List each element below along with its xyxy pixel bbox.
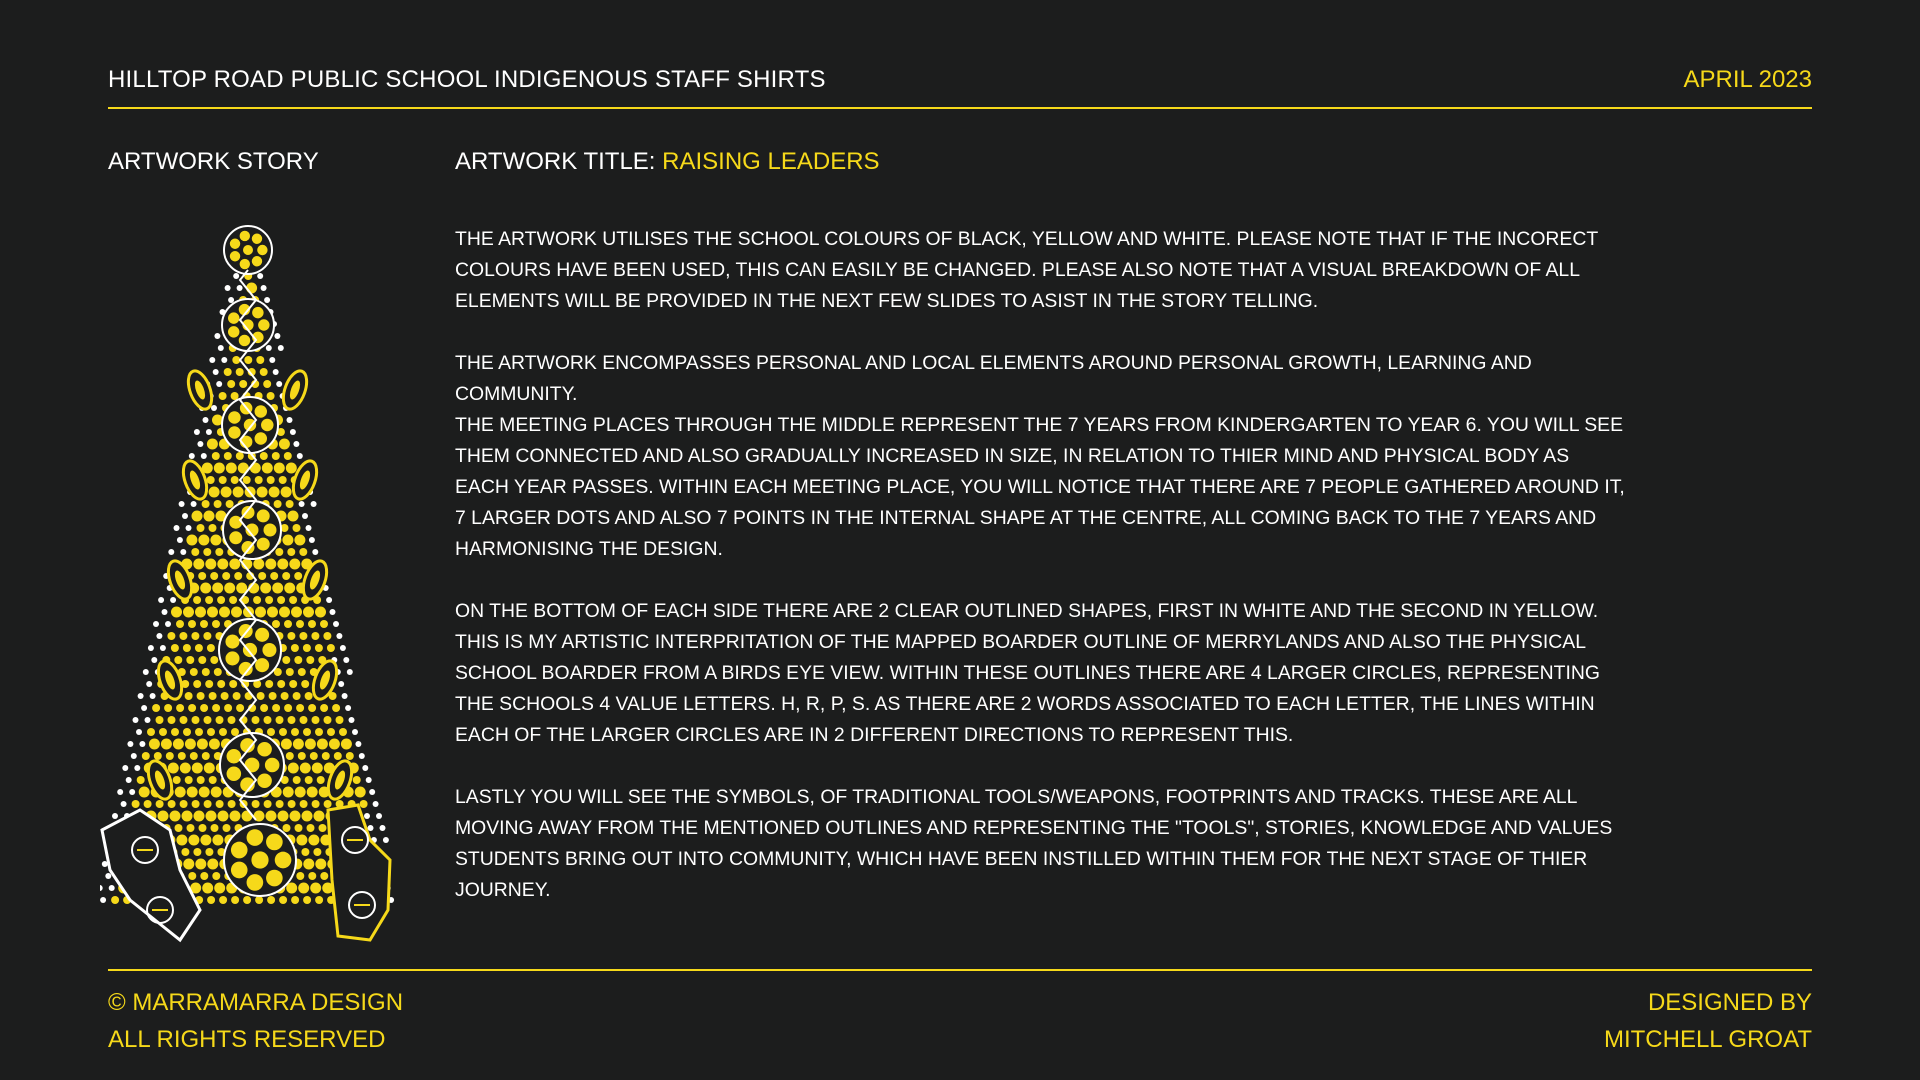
document-date: APRIL 2023 (1683, 66, 1812, 93)
designed-by-label: DESIGNED BY (1647, 989, 1812, 1016)
story-paragraph-4: ON THE BOTTOM OF EACH SIDE THERE ARE 2 CLEAR OUTLINED SHAPES, FIRST IN WHITE AND THE SECOND IN YELLOW. THIS IS MY ARTISTIC INTERPRITATION OF THE MAPPED BOARDER OUTLINE OF MERRYLANDS AND ALSO THE PHYSICAL SCHOOL BOARDER FROM A BIRDS EYE VIEW. WITHIN THESE OUTLINES THERE ARE 4 LARGER CIRCLES, REPRESENTING THE SCHOOLS 4 VALUE LETTERS. H, R, P, S. AS THERE ARE 2 WORDS ASSOCIATED TO EACH LETTER, THE LINES WITHIN EACH OF THE LARGER CIRCLES ARE IN 2 DIFFERENT DIRECTIONS TO REPRESENT THIS. (455, 600, 1601, 746)
footer-divider (108, 969, 1812, 971)
artwork-illustration (100, 220, 410, 950)
copyright-text: © MARRAMARRA DESIGN (108, 989, 404, 1016)
story-paragraph-5: LASTLY YOU WILL SEE THE SYMBOLS, OF TRADITIONAL TOOLS/WEAPONS, FOOTPRINTS AND TRACKS. THESE ARE ALL MOVING AWAY FROM THE MENTIONED OUTLINES AND REPRESENTING THE "TOOLS", STORIES, KNOWLEDGE AND VALUES STUDENTS BRING OUT INTO COMMUNITY, WHICH HAVE BEEN INSTILLED WITHIN THEM FOR THE NEXT STAGE OF THIER JOURNEY. (455, 786, 1613, 901)
story-paragraph-2: THE ARTWORK ENCOMPASSES PERSONAL AND LOCAL ELEMENTS AROUND PERSONAL GROWTH, LEARNING AND COMMUNITY. (455, 352, 1532, 405)
artwork-title-name: RAISING LEADERS (662, 148, 880, 175)
artwork-title-prefix: ARTWORK TITLE: (455, 148, 663, 175)
story-paragraph-1: THE ARTWORK UTILISES THE SCHOOL COLOURS OF BLACK, YELLOW AND WHITE. PLEASE NOTE THAT IF THE INCORECT COLOURS HAVE BEEN USED, THIS CAN EASILY BE CHANGED. PLEASE ALSO NOTE THAT A VISUAL BREAKDOWN OF ALL ELEMENTS WILL BE PROVIDED IN THE NEXT FEW SLIDES TO ASIST IN THE STORY TELLING. (455, 228, 1598, 312)
section-label: ARTWORK STORY (108, 148, 319, 175)
footer-credit (1604, 984, 1812, 1058)
artwork-title (455, 148, 880, 176)
document-title: HILLTOP ROAD PUBLIC SCHOOL INDIGENOUS STAFF SHIRTS (108, 66, 826, 93)
footer-copyright (108, 984, 403, 1058)
header-divider (108, 107, 1812, 109)
artwork-motifs (102, 226, 390, 940)
artwork-story-text (455, 224, 1625, 937)
rights-text: ALL RIGHTS RESERVED (108, 1026, 386, 1053)
story-paragraph-3: THE MEETING PLACES THROUGH THE MIDDLE REPRESENT THE 7 YEARS FROM KINDERGARTEN TO YEAR 6. YOU WILL SEE THEM CONNECTED AND ALSO GRADUALLY INCREASED IN SIZE, IN RELATION TO THIER MIND AND PHYSICAL BODY AS EACH YEAR PASSES. WITHIN EACH MEETING PLACE, YOU WILL NOTICE THAT THERE ARE 7 PEOPLE GATHERED AROUND IT, 7 LARGER DOTS AND ALSO 7 POINTS IN THE INTERNAL SHAPE AT THE CENTRE, ALL COMING BACK TO THE 7 YEARS AND HARMONISING THE DESIGN. (455, 414, 1625, 560)
designer-name: MITCHELL GROAT (1603, 1026, 1812, 1053)
